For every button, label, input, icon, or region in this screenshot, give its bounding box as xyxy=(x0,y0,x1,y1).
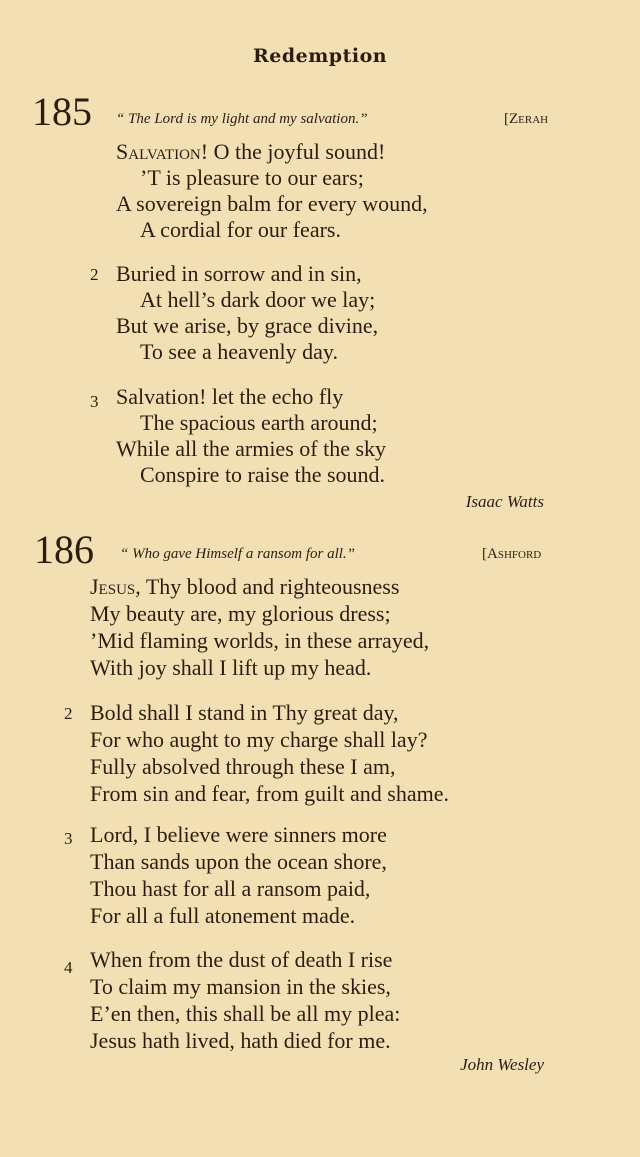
page-title: Redemption xyxy=(252,45,388,67)
hymn-186-v3-l1: Lord, I believe were sinners more xyxy=(90,822,387,847)
hymn-186-v1-l4: With joy shall I lift up my head. xyxy=(90,655,372,680)
hymn-186-epigraph: “ Who gave Himself a ransom for all.” xyxy=(120,546,356,562)
hymn-186-v2-l1: Bold shall I stand in Thy great day, xyxy=(90,700,399,725)
hymn-186-v4-l2: To claim my mansion in the skies, xyxy=(90,974,391,999)
hymn-186-v1-l3: ’Mid flaming worlds, in these arrayed, xyxy=(90,628,430,653)
hymn-186-v4-l3: E’en then, this shall be all my plea: xyxy=(90,1001,401,1026)
hymn-185-v1-l1: Salvation! O the joyful sound! xyxy=(116,139,386,164)
hymn-186-v3-l2: Than sands upon the ocean shore, xyxy=(90,849,387,874)
hymn-185-tune: [Zerah xyxy=(504,111,549,127)
hymn-186-author: John Wesley xyxy=(460,1055,544,1074)
hymn-185-v2-l4: To see a heavenly day. xyxy=(140,339,338,364)
hymn-186-v3-l4: For all a full atonement made. xyxy=(90,903,356,928)
hymn-186-v2-l2: For who aught to my charge shall lay? xyxy=(90,727,428,752)
hymn-185-v3-l3: While all the armies of the sky xyxy=(116,436,387,461)
hymn-186-v4-l1: When from the dust of death I rise xyxy=(90,947,393,972)
hymn-185-v2-l2: At hell’s dark door we lay; xyxy=(140,287,376,312)
hymn-185-author: Isaac Watts xyxy=(465,492,544,511)
hymn-185-epigraph: “ The Lord is my light and my salvation.” xyxy=(116,111,368,127)
hymn-185-v2-l1: Buried in sorrow and in sin, xyxy=(116,261,362,286)
hymn-186-verse-num-2: 2 xyxy=(64,704,73,723)
hymn-186-tune: [Ashford xyxy=(482,546,542,562)
hymn-185-v2-l3: But we arise, by grace divine, xyxy=(116,313,379,338)
hymn-number-186: 186 xyxy=(34,527,94,572)
hymn-186-verse-num-4: 4 xyxy=(64,958,73,977)
hymn-185-v3-l4: Conspire to raise the sound. xyxy=(140,462,386,487)
hymn-186-v2-l3: Fully absolved through these I am, xyxy=(90,754,396,779)
hymn-186-v4-l4: Jesus hath lived, hath died for me. xyxy=(90,1028,391,1053)
hymn-185-first-word: Salvation xyxy=(116,139,201,164)
hymn-185-v1-l4: A cordial for our fears. xyxy=(140,217,341,242)
hymn-185-v3-l2: The spacious earth around; xyxy=(140,410,378,435)
hymn-185-v3-l1: Salvation! let the echo fly xyxy=(116,384,344,409)
hymn-185-v1-l3: A sovereign balm for every wound, xyxy=(116,191,428,216)
hymn-number-185: 185 xyxy=(32,89,92,134)
hymn-186-v1-l1: Jesus, Thy blood and righteousness xyxy=(90,574,400,599)
hymn-186-v2-l4: From sin and fear, from guilt and shame. xyxy=(90,781,449,806)
hymn-186-v3-l3: Thou hast for all a ransom paid, xyxy=(90,876,371,901)
hymn-185-verse-num-2: 2 xyxy=(90,265,99,284)
hymn-185-v1-l2: ’T is pleasure to our ears; xyxy=(140,165,364,190)
hymn-185-verse-num-3: 3 xyxy=(90,392,99,411)
hymn-186-first-word: Jesus xyxy=(90,574,136,599)
hymn-186-verse-num-3: 3 xyxy=(64,829,73,848)
hymn-186-v1-l2: My beauty are, my glorious dress; xyxy=(90,601,391,626)
